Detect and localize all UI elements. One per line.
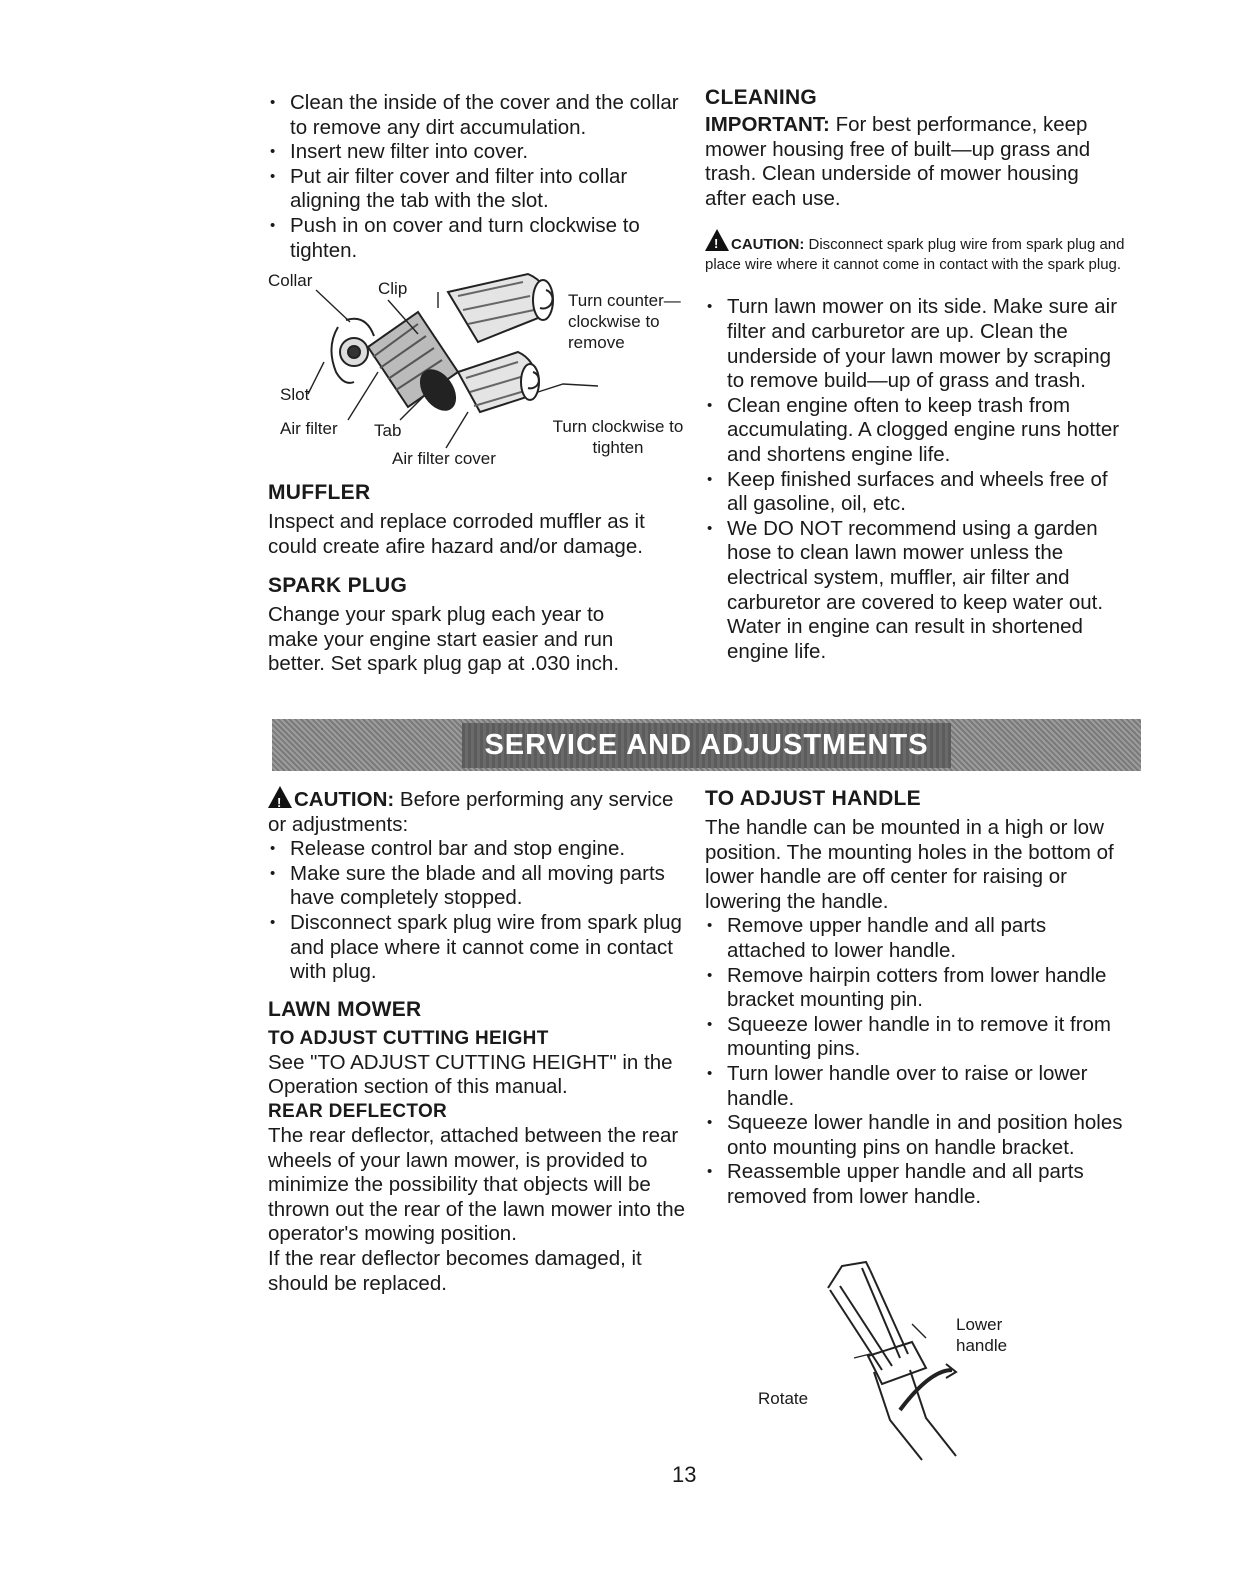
list-item: • Squeeze lower handle in to remove it from mounting pins. [705,1013,1125,1062]
list-item: • Put air filter cover and filter into collar aligning the tab with the slot. [268,165,688,214]
caution-text: Before performing any service or adjustments: [268,788,674,836]
list-item: • Disconnect spark plug wire from spark plug and place where it cannot come in contact with plug. [268,911,688,985]
lawn-mower-heading: LAWN MOWER [268,997,422,1021]
adjust-handle-section [705,786,1125,1210]
slot-label: Slot [280,385,310,404]
section-banner [272,719,1141,771]
list-item: • Keep finished surfaces and wheels free of all gasoline, oil, etc. [705,468,1125,517]
rear-deflector-text: The rear deflector, attached between the rear wheels of your lawn mower, is provided to minimize the possibility that objects will be thrown out the rear of the lawn mower into the operator's mowing position. [268,1123,686,1246]
list-item: • Release control bar and stop engine. [268,837,688,862]
bottom-left-column [268,786,688,1296]
cleaning-caution [705,229,1125,275]
air-filter-steps [268,91,688,263]
cleaning-section [705,85,1125,664]
muffler-text: Inspect and replace corroded muffler as it could create afire hazard and/or damage. [268,510,645,558]
list-item: • Squeeze lower handle in and position holes onto mounting pins on handle bracket. [705,1111,1125,1160]
adjust-handle-steps [705,914,1125,1209]
muffler-heading: MUFFLER [268,481,371,504]
list-item: • Clean the inside of the cover and the collar to remove any dirt accumulation. [268,91,688,140]
turn-cw-label: Turn clockwise to tighten [552,417,684,457]
top-left-column [268,91,688,263]
list-item: • Push in on cover and turn clockwise to tighten. [268,214,680,263]
list-item: • Clean engine often to keep trash from accumulating. A clogged engine runs hotter and shortens engine life. [705,394,1125,468]
spark-plug-text: Change your spark plug each year to make your engine start easier and run better. Set spark plug gap at .030 inch. [268,603,620,676]
cutting-height-heading: TO ADJUST CUTTING HEIGHT [268,1027,549,1049]
air-filter-figure [268,262,688,474]
cleaning-heading: CLEANING [705,86,818,109]
list-item: • Remove upper handle and all parts attached to lower handle. [705,914,1125,963]
list-item: • We DO NOT recommend using a garden hose to clean lawn mower unless the electrical system, muffler, air filter and carburetor are covered to keep water out. Water in engine can result in shortened engine life. [705,517,1125,665]
cutting-height-text: See "TO ADJUST CUTTING HEIGHT" in the Operation section of this manual. [268,1050,673,1099]
handle-figure [750,1260,1050,1465]
caution-label: CAUTION: [294,788,395,811]
air-filter-cover-label: Air filter cover [392,449,496,468]
collar-label: Collar [268,271,313,290]
list-item: • Turn lower handle over to raise or lower handle. [705,1062,1125,1111]
important-text: For best performance, keep mower housing free of built—up grass and trash. Clean underside of mower housing after each use. [705,113,1091,210]
clip-label: Clip [378,279,408,298]
muffler-section [268,480,688,677]
important-label: IMPORTANT: [705,113,830,136]
rear-deflector-text-2: If the rear deflector becomes damaged, it should be replaced. [268,1246,642,1295]
spark-plug-heading: SPARK PLUG [268,574,408,598]
rear-deflector-heading: REAR DEFLECTOR [268,1100,448,1122]
cleaning-steps [705,295,1125,664]
adjust-handle-heading: TO ADJUST HANDLE [705,787,921,810]
warning-icon [705,229,729,251]
important-note [705,113,1125,211]
list-item: • Make sure the blade and all moving parts have completely stopped. [268,862,688,911]
list-item: • Remove hairpin cotters from lower handle bracket mounting pin. [705,964,1125,1013]
rotate-label: Rotate [758,1389,809,1408]
warning-icon [268,786,292,808]
list-item: • Reassemble upper handle and all parts removed from lower handle. [705,1160,1125,1209]
air-filter-label: Air filter [280,419,338,438]
service-caution [268,786,688,837]
handle-illustration [750,1260,1050,1465]
lower-handle-label: Lower handle [956,1315,1008,1355]
service-steps [268,837,688,985]
list-item: • Insert new filter into cover. [268,140,688,165]
banner-title: SERVICE AND ADJUSTMENTS [462,723,950,768]
list-item: • Turn lawn mower on its side. Make sure air filter and carburetor are up. Clean the underside of your lawn mower by scraping to remove build—up of grass and trash. [705,295,1125,393]
caution-text: Disconnect spark plug wire from spark plug and place wire where it cannot come in contact with the spark plug. [705,236,1125,274]
tab-label: Tab [374,421,402,440]
adjust-handle-text: The handle can be mounted in a high or low position. The mounting holes in the bottom of lower handle are off center for raising or lowering the handle. [705,816,1114,913]
page-number: 13 [672,1462,697,1487]
caution-label: CAUTION: [731,236,805,254]
turn-ccw-label: Turn counter— clockwise to remove [568,291,681,352]
